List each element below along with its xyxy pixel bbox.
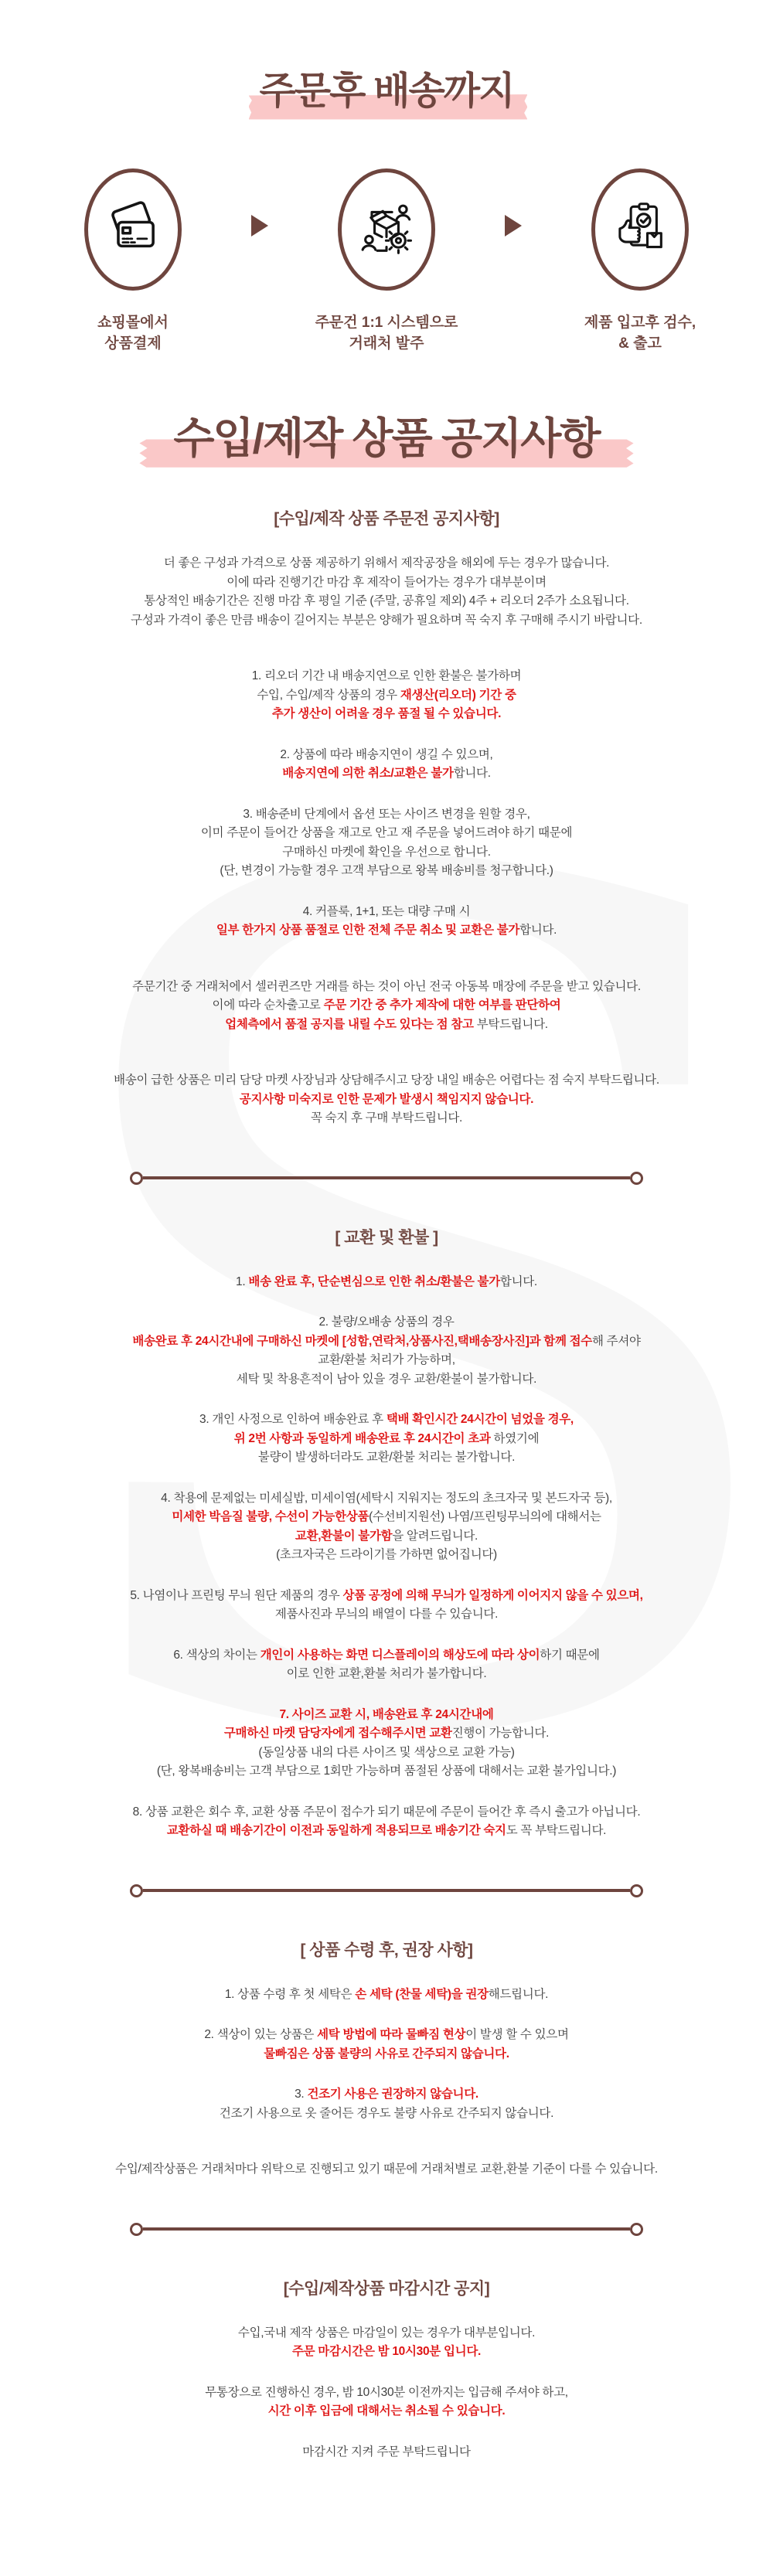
body-text: (초크자국은 드라이기를 가하면 없어집니다) xyxy=(276,1548,497,1562)
text-line xyxy=(15,592,758,611)
text-line xyxy=(15,573,758,593)
deadline-notice-header: [수입/제작상품 마감시간 공지] xyxy=(283,2279,490,2298)
text-line xyxy=(15,2160,758,2180)
section-divider xyxy=(130,2223,643,2236)
body-text: 건조기 사용으로 옷 줄어든 경우도 불량 사유로 간주되지 않습니다. xyxy=(219,2106,554,2120)
body-text: (단, 왕복배송비는 고객 부담으로 1회만 가능하며 품절된 상품에 대해서는 교환 불가입니다.) xyxy=(156,1764,617,1778)
text-line xyxy=(15,686,758,706)
text-line xyxy=(15,1527,758,1547)
divider-ring xyxy=(130,1172,143,1185)
after-receipt-header: [ 상품 수령 후, 권장 사항] xyxy=(300,1941,473,1959)
text-group-28 xyxy=(15,2443,758,2462)
text-group-27 xyxy=(15,2384,758,2421)
text-line xyxy=(15,764,758,784)
text-group-17 xyxy=(15,1803,758,1841)
text-line xyxy=(15,554,758,573)
process-row xyxy=(15,168,758,355)
text-line xyxy=(15,1546,758,1565)
body-text: 합니다. xyxy=(499,1274,537,1288)
body-text: 진행이 가능합니다. xyxy=(451,1727,550,1741)
emphasis-text: 물빠짐은 상품 불량의 사유로 간주되지 않습니다. xyxy=(264,2047,509,2060)
body-text: 이에 따라 순차출고로 xyxy=(212,999,324,1012)
text-group-10 xyxy=(15,1273,758,1292)
emphasis-text: 손 세탁 (찬물 세탁)을 권장 xyxy=(355,1987,489,2001)
body-text: 부탁드립니다. xyxy=(473,1017,548,1031)
body-text: 무통장으로 진행하신 경우, 밤 10시30분 이전까지는 입금해 주셔야 하고, xyxy=(205,2385,568,2399)
body-text: 4. 착용에 문제없는 미세실밥, 미세이염(세탁시 지워지는 정도의 초크자국 및 본드자국 등), xyxy=(161,1491,612,1505)
emphasis-text: 업체측에서 품절 공지를 내릴 수도 있다는 점 참고 xyxy=(225,1017,474,1031)
divider-ring xyxy=(630,1884,643,1897)
emphasis-text: 교환,환불이 불가함 xyxy=(295,1529,393,1543)
process-step xyxy=(298,168,475,355)
section-divider xyxy=(130,1172,643,1185)
body-text: 해 주셔야 xyxy=(591,1334,641,1348)
body-text: 1. 상품 수령 후 첫 세탁은 xyxy=(224,1987,356,2001)
divider-rule xyxy=(143,1176,630,1179)
emphasis-text: 배송지연에 의한 취소/교환은 불가 xyxy=(282,767,454,781)
text-line xyxy=(15,1273,758,1292)
text-line xyxy=(15,903,758,922)
process-step-label-line: 쇼핑몰에서 xyxy=(97,314,169,331)
text-line xyxy=(15,1744,758,1763)
section-divider xyxy=(130,1884,643,1897)
text-line xyxy=(15,805,758,825)
body-text: 합니다. xyxy=(453,767,491,781)
text-line xyxy=(15,1706,758,1725)
emphasis-text: 건조기 사용은 권장하지 않습니다. xyxy=(307,2088,478,2101)
text-line xyxy=(15,1091,758,1110)
body-text: 해드립니다. xyxy=(488,1987,549,2001)
emphasis-text: 개인이 사용하는 화면 디스플레이의 해상도에 따라 상이 xyxy=(260,1648,540,1662)
flow-arrow-icon xyxy=(251,215,268,237)
text-line xyxy=(15,2343,758,2362)
body-text: 이로 인한 교환,환불 처리가 불가합니다. xyxy=(286,1667,487,1681)
body-text: 더 좋은 구성과 가격으로 상품 제공하기 위해서 제작공장을 해외에 두는 경우가 많습니다. xyxy=(163,556,610,570)
text-group-6 xyxy=(15,978,758,1035)
emphasis-text: 배송완료 후 24시간내에 구매하신 마켓에 [성함,연락처,상품사진,택배송장사진]과 함께 접수 xyxy=(132,1334,592,1348)
body-text: 1. 리오더 기간 내 배송지연으로 인한 환불은 불가하며 xyxy=(251,669,522,683)
text-line xyxy=(15,1724,758,1744)
emphasis-text: 교환하실 때 배송기간이 이전과 동일하게 적용되므로 배송기간 숙지 xyxy=(166,1824,506,1838)
inspection-icon xyxy=(591,168,689,291)
body-text: 3. 개인 사정으로 인하여 배송완료 후 xyxy=(199,1413,386,1427)
text-group-21 xyxy=(15,2026,758,2064)
text-line xyxy=(15,1313,758,1332)
text-line xyxy=(15,1646,758,1666)
body-text: 1. xyxy=(236,1274,249,1288)
text-line xyxy=(15,1822,758,1841)
text-line xyxy=(15,921,758,941)
body-text: 수입, 수입/제작 상품의 경우 xyxy=(257,688,400,702)
text-group-14 xyxy=(15,1587,758,1625)
banner-order-to-delivery xyxy=(15,71,758,113)
emphasis-text: 주문 기간 중 추가 제작에 대한 여부를 판단하여 xyxy=(323,999,561,1012)
body-text: 5. 나염이나 프린팅 무늬 원단 제품의 경우 xyxy=(130,1588,343,1602)
divider-rule xyxy=(143,2227,630,2231)
body-text: 수입/제작상품은 거래처마다 위탁으로 진행되고 있기 때문에 거래처별로 교환,환불 기준이 다를 수 있습니다. xyxy=(115,2163,658,2176)
text-line xyxy=(15,667,758,686)
text-line xyxy=(15,2026,758,2045)
text-line xyxy=(15,1016,758,1035)
body-text: 하였기에 xyxy=(490,1431,540,1445)
text-line xyxy=(15,746,758,765)
process-step-label xyxy=(584,312,696,355)
text-line xyxy=(15,1448,758,1468)
body-text: 꼭 숙지 후 구매 부탁드립니다. xyxy=(310,1111,463,1125)
flow-arrow-icon xyxy=(505,215,522,237)
text-line xyxy=(15,2045,758,2064)
text-line xyxy=(15,1605,758,1625)
text-group-3 xyxy=(15,746,758,784)
divider-ring xyxy=(630,1172,643,1185)
body-text: 통상적인 배송기간은 진행 마감 후 평일 기준 (주말, 공휴일 제외) 4주 + 리오더 2주가 소요됩니다. xyxy=(144,594,629,608)
divider-ring xyxy=(130,2223,143,2236)
exchange-refund-header: [ 교환 및 환불 ] xyxy=(335,1228,438,1247)
body-text: 이 발생 할 수 있으며 xyxy=(465,2028,569,2042)
text-line xyxy=(15,1351,758,1370)
text-group-1 xyxy=(15,554,758,630)
text-line xyxy=(15,1986,758,2005)
body-text: 3. 배송준비 단계에서 옵션 또는 사이즈 변경을 원할 경우, xyxy=(243,807,530,821)
emphasis-text: 택배 확인시간 24시간이 넘었을 경우, xyxy=(386,1413,574,1427)
body-text: 4. 커플룩, 1+1, 또는 대량 구매 시 xyxy=(302,904,471,918)
text-line xyxy=(15,1071,758,1091)
body-text: 하기 때문에 xyxy=(540,1648,600,1662)
text-line xyxy=(15,2443,758,2462)
body-text: 6. 색상의 차이는 xyxy=(173,1648,261,1662)
text-line xyxy=(15,843,758,863)
divider-ring xyxy=(130,1884,143,1897)
body-text: (동일상품 내의 다른 사이즈 및 색상으로 교환 가능) xyxy=(258,1745,515,1759)
text-line xyxy=(15,1411,758,1430)
emphasis-text: 일부 한가지 상품 품절로 인한 전체 주문 취소 및 교환은 불가 xyxy=(216,924,520,938)
emphasis-text: 공지사항 미숙지로 인한 문제가 발생시 책임지지 않습니다. xyxy=(239,1092,534,1106)
text-line xyxy=(15,1803,758,1822)
process-step-label-line: 거래처 발주 xyxy=(349,335,424,352)
text-line xyxy=(15,1430,758,1449)
credit-card-icon xyxy=(84,168,182,291)
banner-import-notice-text: 수입/제작 상품 공지사항 xyxy=(162,415,610,462)
body-text: 수입,국내 제작 상품은 마감일이 있는 경우가 대부분입니다. xyxy=(237,2326,536,2339)
banner-order-to-delivery-text: 주문후 배송까지 xyxy=(252,71,522,113)
text-group-7 xyxy=(15,1071,758,1128)
body-text: 교환/환불 처리가 가능하며, xyxy=(318,1353,455,1367)
text-group-4 xyxy=(15,805,758,881)
process-step xyxy=(44,168,222,355)
text-group-20 xyxy=(15,1986,758,2005)
body-text: 2. 상품에 따라 배송지연이 생길 수 있으며, xyxy=(280,747,493,761)
emphasis-text: 위 2번 사항과 동일하게 배송완료 후 24시간이 초과 xyxy=(233,1431,491,1445)
body-text: 구성과 가격이 좋은 만큼 배송이 길어지는 부분은 양해가 필요하며 꼭 숙지 후 구매해 주시기 바랍니다. xyxy=(131,613,642,627)
body-text: 8. 상품 교환은 회수 후, 교환 상품 주문이 접수가 되기 때문에 주문이 들어간 후 즉시 출고가 아닙니다. xyxy=(132,1805,641,1819)
text-group-23 xyxy=(15,2160,758,2180)
body-text: 주문기간 중 거래처에서 셀러퀸즈만 거래를 하는 것이 아닌 전국 아동복 매장에 주문을 받고 있습니다. xyxy=(132,979,641,993)
pre-order-notice-header: [수입/제작 상품 주문전 공지사항] xyxy=(274,510,499,529)
text-line xyxy=(15,611,758,631)
text-line xyxy=(15,1762,758,1781)
body-text: 을 알려드립니다. xyxy=(392,1529,478,1543)
text-line xyxy=(15,862,758,881)
text-group-11 xyxy=(15,1313,758,1389)
text-group-2 xyxy=(15,667,758,724)
process-step xyxy=(551,168,729,355)
text-line xyxy=(15,978,758,997)
divider-rule xyxy=(143,1889,630,1892)
process-step-label-line: 제품 입고후 검수, xyxy=(584,314,696,331)
emphasis-text: 주문 마감시간은 밤 10시30분 입니다. xyxy=(291,2345,482,2359)
text-group-15 xyxy=(15,1646,758,1684)
emphasis-text: 세탁 방법에 따라 물빠짐 현상 xyxy=(317,2028,466,2042)
process-step-label xyxy=(97,312,169,355)
text-line xyxy=(15,1489,758,1509)
emphasis-text: 구매하신 마켓 담당자에게 접수해주시면 교환 xyxy=(223,1727,452,1741)
banner-import-notice xyxy=(15,415,758,462)
body-text: (단, 변경이 가능할 경우 고객 부담으로 왕복 배송비를 청구합니다.) xyxy=(220,864,553,878)
emphasis-text: 시간 이후 입금에 대해서는 취소될 수 있습니다. xyxy=(267,2404,506,2418)
emphasis-text: 배송 완료 후, 단순변심으로 인한 취소/환불은 불가 xyxy=(248,1274,500,1288)
body-text: 마감시간 지켜 주문 부탁드립니다 xyxy=(302,2445,471,2459)
text-line xyxy=(15,824,758,843)
body-text: 2. 불량/오배송 상품의 경우 xyxy=(318,1315,455,1329)
body-text: 이미 주문이 들어간 상품을 재고로 안고 재 주문을 넣어드려야 하기 때문에 xyxy=(200,826,573,840)
body-text: 합니다. xyxy=(519,924,557,938)
notice-body xyxy=(15,506,758,2462)
emphasis-text: 상품 공정에 의해 무늬가 일정하게 이어지지 않을 수 있으며, xyxy=(342,1588,643,1602)
text-group-22 xyxy=(15,2085,758,2123)
body-text: 3. xyxy=(295,2088,308,2101)
order-system-icon xyxy=(338,168,435,291)
body-text: 배송이 급한 상품은 미리 담당 마켓 사장님과 상담해주시고 당장 내일 배송은 어렵다는 점 숙지 부탁드립니다. xyxy=(114,1074,659,1087)
text-line xyxy=(15,2085,758,2105)
text-line xyxy=(15,2384,758,2403)
text-line xyxy=(15,2105,758,2124)
text-line xyxy=(15,1665,758,1684)
emphasis-text: 추가 생산이 어려울 경우 품절 될 수 있습니다. xyxy=(271,707,502,721)
body-text: 세탁 및 착용흔적이 남아 있을 경우 교환/환불이 불가합니다. xyxy=(236,1372,537,1386)
text-line xyxy=(15,996,758,1016)
process-step-label xyxy=(315,312,458,355)
text-group-26 xyxy=(15,2324,758,2362)
body-text: 구매하신 마켓에 확인을 우선으로 합니다. xyxy=(282,845,491,859)
text-line xyxy=(15,2402,758,2421)
emphasis-text: 재생산(리오더) 기간 중 xyxy=(400,688,516,702)
emphasis-text: 미세한 박음질 불량, 수선이 가능한상품 xyxy=(172,1510,369,1524)
text-line xyxy=(15,1370,758,1390)
text-group-12 xyxy=(15,1411,758,1468)
process-step-label-line: 주문건 1:1 시스템으로 xyxy=(315,314,458,331)
text-group-16 xyxy=(15,1706,758,1781)
process-step-label-line: 상품결제 xyxy=(104,335,162,352)
body-text: 제품사진과 무늬의 배열이 다를 수 있습니다. xyxy=(274,1608,499,1621)
body-text: (수선비지원선) 나염/프린팅무늬의에 대해서는 xyxy=(369,1510,601,1524)
text-line xyxy=(15,705,758,724)
body-text: 2. 색상이 있는 상품은 xyxy=(204,2028,318,2042)
emphasis-text: 7. 사이즈 교환 시, 배송완료 후 24시간내에 xyxy=(279,1707,494,1721)
process-step-label-line: & 출고 xyxy=(618,335,662,352)
body-text: 불량이 발생하더라도 교환/환불 처리는 불가합니다. xyxy=(257,1451,516,1465)
body-text: 이에 따라 진행기간 마감 후 제작이 들어가는 경우가 대부분이며 xyxy=(226,575,547,589)
text-group-13 xyxy=(15,1489,758,1565)
text-line xyxy=(15,1508,758,1527)
body-text: 도 꼭 부탁드립니다. xyxy=(506,1824,607,1838)
text-line xyxy=(15,1587,758,1606)
divider-ring xyxy=(630,2223,643,2236)
text-line xyxy=(15,1109,758,1128)
text-line xyxy=(15,2324,758,2343)
text-line xyxy=(15,1332,758,1352)
text-group-5 xyxy=(15,903,758,941)
